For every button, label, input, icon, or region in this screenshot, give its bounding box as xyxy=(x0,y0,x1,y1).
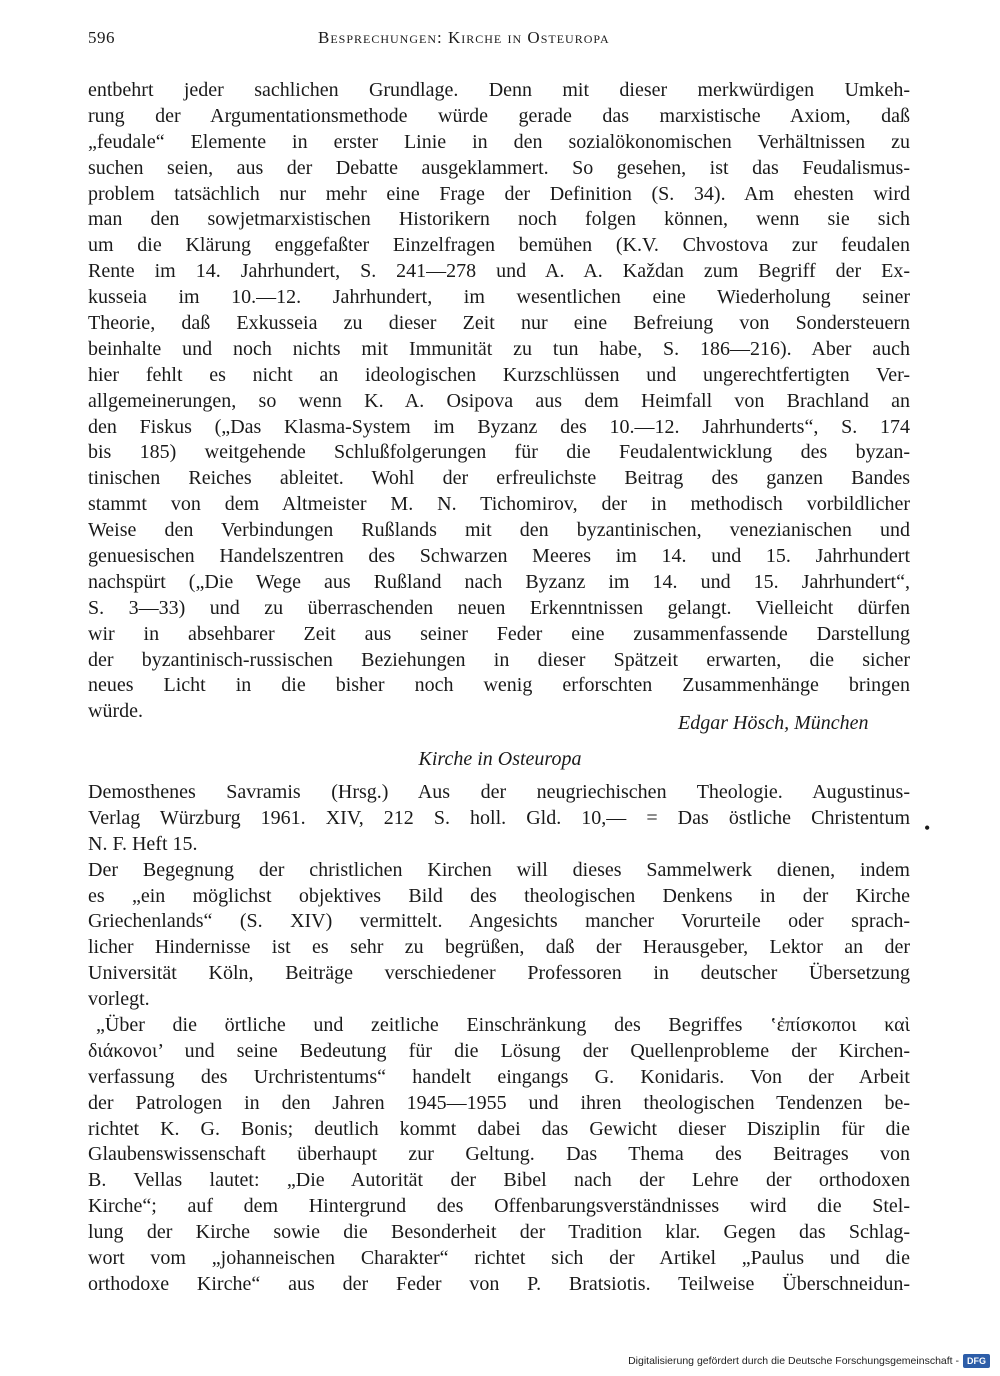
text-line: „Über die örtliche und zeitliche Einschränkung des Begriffes ‛ἐπίσκοποι καὶ xyxy=(96,1014,910,1037)
text-line: Kirche“; auf dem Hintergrund des Offenbarungsverständnisses wird die Stel- xyxy=(88,1195,910,1218)
text-line: entbehrt jeder sachlichen Grundlage. Denn mit dieser merkwürdigen Umkeh- xyxy=(88,79,910,101)
citation-line: Demosthenes Savramis (Hrsg.) Aus der neugriechischen Theologie. Augustinus- xyxy=(88,781,910,803)
text-line: verfassung des Urchristentums“ handelt eingangs G. Konidaris. Von der Arbeit xyxy=(88,1065,910,1088)
text-line: orthodoxe Kirche“ aus der Feder von P. Bratsiotis. Teilweise Überschneidun- xyxy=(88,1272,910,1295)
review-1 xyxy=(88,78,910,725)
text-line: wort vom „johanneischen Charakter“ richtet sich der Artikel „Paulus und die xyxy=(88,1247,910,1270)
text-line: Rente im 14. Jahrhundert, S. 241—278 und A. A. Každan zum Begriff der Ex- xyxy=(88,260,910,283)
reviewer-signature: Edgar Hösch, München xyxy=(678,712,869,734)
text-line: würde. xyxy=(88,700,143,723)
text-line: tinischen Reiches ableitet. Wohl der erfreulichste Beitrag des ganzen Bandes xyxy=(88,467,910,490)
review-2 xyxy=(88,780,910,1298)
page-number: 596 xyxy=(88,28,115,47)
text-line: Griechenlands“ (S. XIV) vermittelt. Angesichts mancher Vorurteile oder sprach- xyxy=(88,910,910,933)
text-line: Der Begegnung der christlichen Kirchen will dieses Sammelwerk dienen, indem xyxy=(88,858,910,881)
text-line: S. 3—33) und zu überraschenden neuen Erkenntnissen gelangt. Vielleicht dürfen xyxy=(88,596,910,619)
citation-line: N. F. Heft 15. xyxy=(88,832,198,855)
text-line: der byzantinisch-russischen Beziehungen in dieser Spätzeit erwarten, die sicher xyxy=(88,648,910,671)
text-line: kusseia im 10.—12. Jahrhundert, im wesentlichen eine Wiederholung seiner xyxy=(88,286,910,309)
section-title: Kirche in Osteuropa xyxy=(418,748,582,770)
text-line: lung der Kirche sowie die Besonderheit der Tradition klar. Gegen das Schlag- xyxy=(88,1221,910,1244)
text-line: beinhalte und noch nichts mit Immunität zu tun habe, S. 186—216). Aber auch xyxy=(88,337,910,360)
paragraph xyxy=(88,858,910,1013)
footer-credit: Digitalisierung gefördert durch die Deutsche Forschungsgemeinschaft - xyxy=(628,1355,959,1367)
text-line: Glaubenswissenschaft überhaupt zur Geltung. Das Thema des Beitrages von xyxy=(88,1143,910,1166)
running-head: Besprechungen: Kirche in Osteuropa xyxy=(318,28,610,47)
text-line: allgemeinerungen, so wenn K. A. Osipova aus dem Heimfall von Brachland an xyxy=(88,389,910,412)
text-line: B. Vellas lautet: „Die Autorität der Bibel nach der Lehre der orthodoxen xyxy=(88,1169,910,1192)
text-line: der Patrologen in den Jahren 1945—1955 und ihren theologischen Tendenzen be- xyxy=(88,1091,910,1114)
digitization-footer xyxy=(628,1352,990,1370)
text-line: Weise den Verbindungen Rußlands mit den byzantinischen, venezianischen und xyxy=(88,519,910,542)
text-line: um die Klärung enggefaßter Einzelfragen bemühen (K.V. Chvostova zur feudalen xyxy=(88,234,910,257)
text-line: bis 185) weitgehende Schlußfolgerungen für die Feudalentwicklung des byzan- xyxy=(88,441,910,464)
citation-line: Verlag Würzburg 1961. XIV, 212 S. holl. Gld. 10,— = Das östliche Christentum xyxy=(88,806,910,829)
text-line: licher Hindernisse ist es sehr zu begrüßen, daß der Herausgeber, Lektor an der xyxy=(88,936,910,959)
text-line: Universität Köln, Beiträge verschiedener Professoren in deutscher Übersetzung xyxy=(88,962,910,985)
text-line: suchen seien, aus der Debatte ausgeklammert. So gesehen, ist das Feudalismus- xyxy=(88,156,910,179)
paragraph xyxy=(88,1013,910,1298)
dfg-logo: DFG xyxy=(963,1354,990,1368)
citation xyxy=(88,780,910,858)
text-line: problem tatsächlich nur mehr eine Frage der Definition (S. 34). Am ehesten wird xyxy=(88,182,910,205)
page-header xyxy=(88,28,908,54)
text-line: stammt von dem Altmeister M. N. Tichomirov, der in methodisch vorbildlicher xyxy=(88,493,910,516)
margin-mark: • xyxy=(924,818,931,838)
text-line: Theorie, daß Exkusseia zu dieser Zeit nur eine Befreiung von Sondersteuern xyxy=(88,312,910,335)
text-line: διάκονοι’ und seine Bedeutung für die Lösung der Quellenprobleme der Kirchen- xyxy=(88,1039,910,1062)
text-line: richtet K. G. Bonis; deutlich kommt dabei das Gewicht dieser Disziplin für die xyxy=(88,1117,910,1140)
text-line: rung der Argumentationsmethode würde gerade das marxistische Axiom, daß xyxy=(88,104,910,127)
text-line: vorlegt. xyxy=(88,988,150,1011)
text-line: den Fiskus („Das Klasma-System im Byzanz des 10.—12. Jahrhunderts“, S. 174 xyxy=(88,415,910,438)
text-line: wir in absehbarer Zeit aus seiner Feder eine zusammenfassende Darstellung xyxy=(88,622,910,645)
text-line: „feudale“ Elemente in erster Linie in den sozialökonomischen Verhältnissen zu xyxy=(88,130,910,153)
text-line: neues Licht in die bisher noch wenig erforschten Zusammenhänge bringen xyxy=(88,674,910,697)
text-line: genuesischen Handelszentren des Schwarzen Meeres im 14. und 15. Jahrhundert xyxy=(88,545,910,568)
text-line: hier fehlt es nicht an ideologischen Kurzschlüssen und ungerechtfertigten Ver- xyxy=(88,363,910,386)
body-text xyxy=(88,78,910,725)
text-line: nachspürt („Die Wege aus Rußland nach Byzanz im 14. und 15. Jahrhundert“, xyxy=(88,570,910,593)
text-line: man den sowjetmarxistischen Historikern noch folgen können, wenn sie sich xyxy=(88,208,910,231)
text-line: es „ein möglichst objektives Bild des theologischen Denkens in der Kirche xyxy=(88,884,910,907)
